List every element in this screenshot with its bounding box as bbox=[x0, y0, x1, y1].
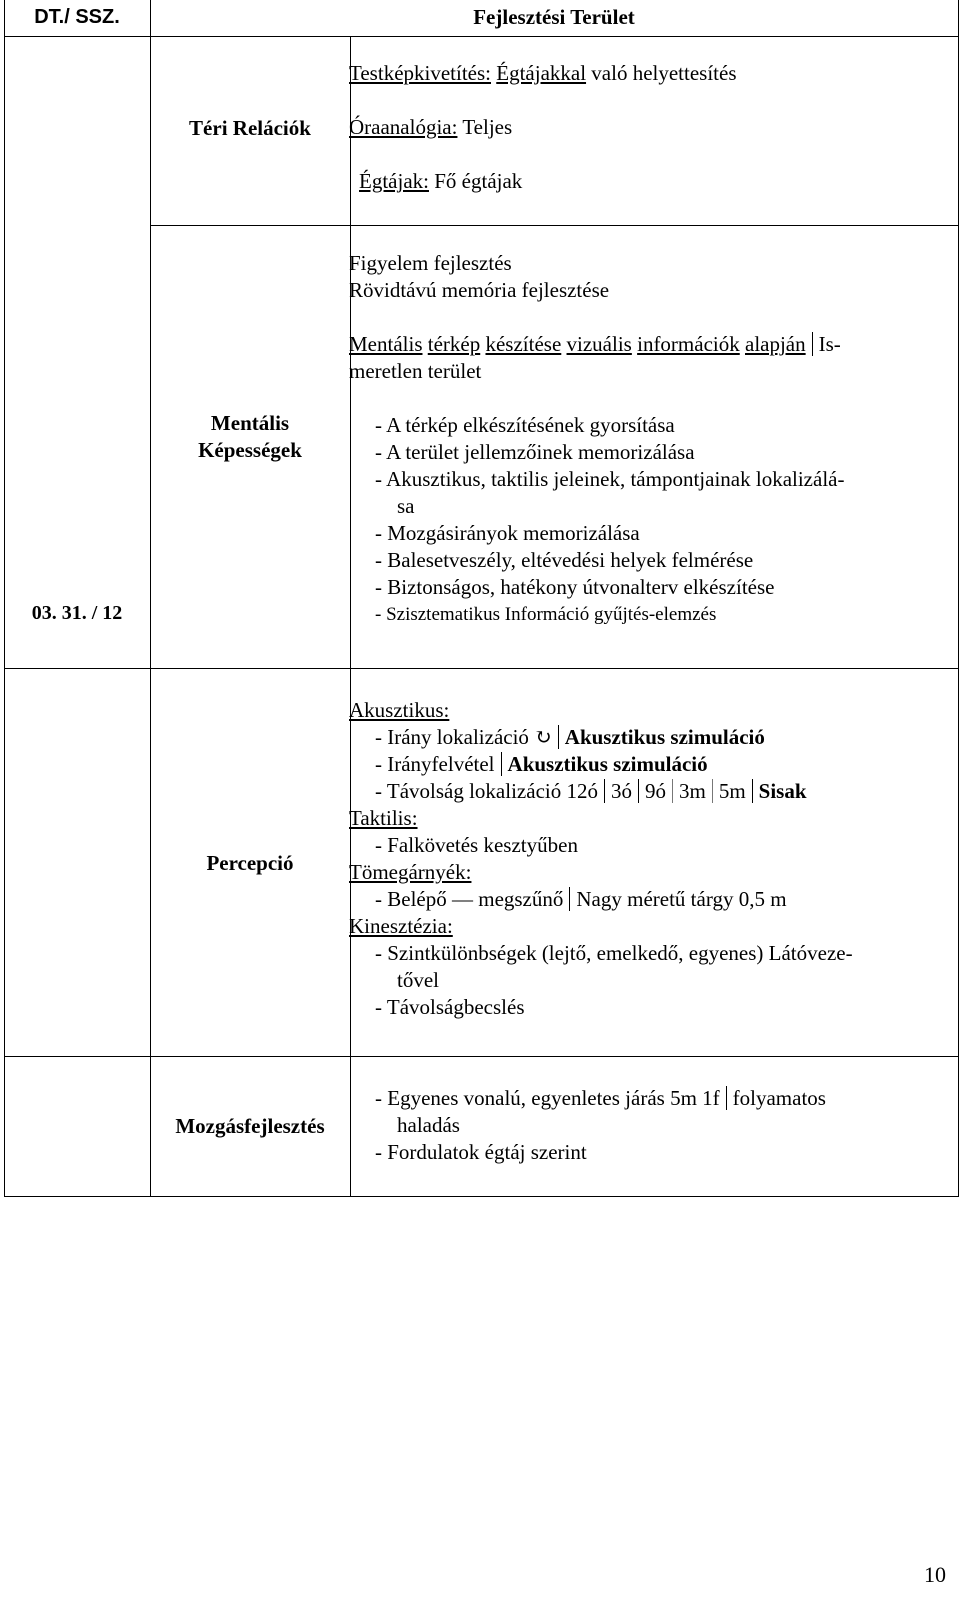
akusztikus-item-2: - Irányfelvétel Akusztikus szimuláció bbox=[375, 752, 708, 776]
akusztikus-item-3: - Távolság lokalizáció 12ó 3ó 9ó 3m 5m Sisak bbox=[375, 779, 807, 803]
mentalis-map-line-2: meretlen terület bbox=[349, 359, 482, 383]
mentalis-label-1: Mentális bbox=[210, 411, 290, 435]
teri-item-2: Óraanalógia: Teljes bbox=[349, 115, 513, 139]
mentalis-item-cont: sa bbox=[397, 494, 415, 518]
session-date: 03. 31. / 12 bbox=[31, 602, 123, 624]
mentalis-item: - A térkép elkészítésének gyorsítása bbox=[375, 413, 675, 437]
header-development-area: Fejlesztési Terület bbox=[473, 5, 635, 29]
mentalis-item: - A terület jellemzőinek memorizálása bbox=[375, 440, 695, 464]
mentalis-intro-2: Rövidtávú memória fejlesztése bbox=[349, 278, 610, 302]
teri-item-3: Égtájak: Fő égtájak bbox=[359, 169, 523, 193]
taktilis-item-1: - Falkövetés kesztyűben bbox=[375, 833, 578, 857]
kinesztezia-item-1-cont: tővel bbox=[397, 968, 439, 992]
teri-item-1: Testképkivetítés: Égtájakkal való helyettesítés bbox=[349, 61, 737, 85]
mozgas-item-1: - Egyenes vonalú, egyenletes járás 5m 1f folyamatos bbox=[375, 1086, 826, 1110]
mentalis-item: - Akusztikus, taktilis jeleinek, támpontjainak lokalizálá- bbox=[375, 467, 845, 491]
teri-relaciok-label: Téri Relációk bbox=[189, 116, 311, 140]
akusztikus-item-1: - Irány lokalizáció ↻ Akusztikus szimuláció bbox=[375, 725, 765, 749]
taktilis-heading: Taktilis: bbox=[349, 806, 418, 830]
mentalis-item: - Mozgásirányok memorizálása bbox=[375, 521, 640, 545]
schedule-table bbox=[4, 0, 959, 1197]
kinesztezia-item-2: - Távolságbecslés bbox=[375, 995, 525, 1019]
kinesztezia-item-1: - Szintkülönbségek (lejtő, emelkedő, egyenes) Látóveze- bbox=[375, 941, 853, 965]
mozgas-item-1-cont: haladás bbox=[397, 1113, 460, 1137]
mentalis-item: - Balesetveszély, eltévedési helyek felmérése bbox=[375, 548, 754, 572]
kinesztezia-heading: Kinesztézia: bbox=[349, 914, 453, 938]
mentalis-map-line: Mentális térkép készítése vizuális információk alapján Is- bbox=[349, 332, 841, 356]
mentalis-intro-1: Figyelem fejlesztés bbox=[349, 251, 512, 275]
mentalis-item: - Szisztematikus Információ gyűjtés-elemzés bbox=[375, 604, 717, 625]
mozgasfejlesztes-label: Mozgásfejlesztés bbox=[175, 1114, 325, 1138]
akusztikus-heading: Akusztikus: bbox=[349, 698, 450, 722]
tomegarnyek-item-1: - Belépő — megszűnő Nagy méretű tárgy 0,5 m bbox=[375, 887, 787, 911]
mentalis-item: - Biztonságos, hatékony útvonalterv elkészítése bbox=[375, 575, 775, 599]
mozgas-item-2: - Fordulatok égtáj szerint bbox=[375, 1140, 587, 1164]
mentalis-label-2: Képességek bbox=[198, 438, 302, 462]
page-number: 10 bbox=[924, 1562, 946, 1587]
percepcio-label: Percepció bbox=[206, 851, 294, 875]
tomegarnyek-heading: Tömegárnyék: bbox=[349, 860, 472, 884]
header-dt-ssz: DT./ SSZ. bbox=[34, 6, 120, 28]
